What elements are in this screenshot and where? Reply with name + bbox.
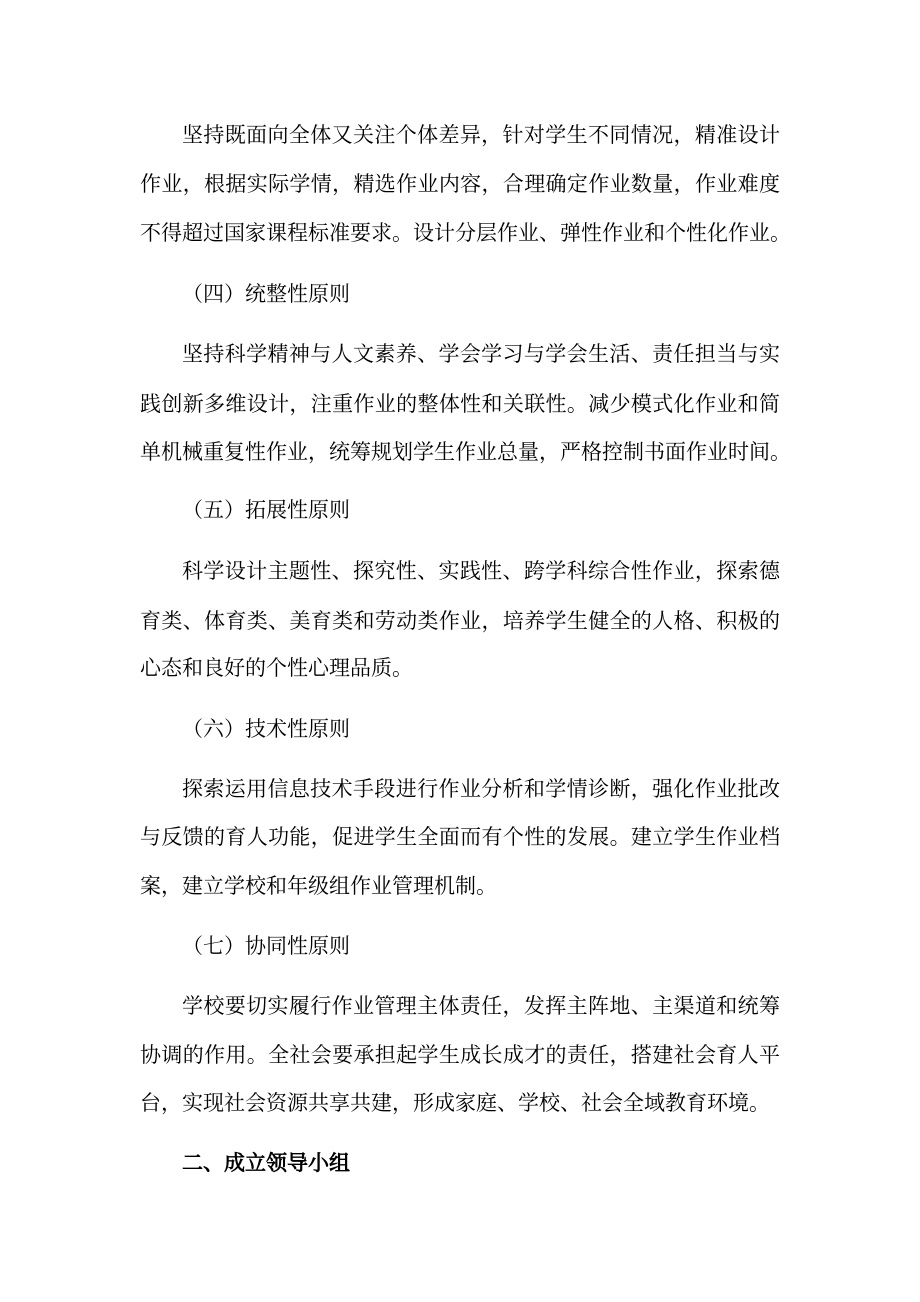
- paragraph-line: 协调的作用。全社会要承担起学生成长成才的责任，搭建社会育人平: [140, 1043, 780, 1067]
- subsection-heading-4: （四）统整性原则: [182, 282, 350, 306]
- paragraph-line: 坚持既面向全体又关注个体差异，针对学生不同情况，精准设计: [182, 123, 780, 147]
- paragraph-line: 践创新多维设计，注重作业的整体性和关联性。减少模式化作业和简: [140, 392, 780, 416]
- paragraph-line: 探索运用信息技术手段进行作业分析和学情诊断，强化作业批改: [182, 777, 780, 801]
- paragraph-line: 单机械重复性作业，统筹规划学生作业总量，严格控制书面作业时间。: [140, 440, 791, 464]
- paragraph-line: 科学设计主题性、探究性、实践性、跨学科综合性作业，探索德: [182, 559, 780, 583]
- paragraph-line: 作业，根据实际学情，精选作业内容，合理确定作业数量，作业难度: [140, 172, 780, 196]
- subsection-heading-6: （六）技术性原则: [182, 717, 350, 741]
- subsection-heading-5: （五）拓展性原则: [182, 498, 350, 522]
- paragraph-line: 不得超过国家课程标准要求。设计分层作业、弹性作业和个性化作业。: [140, 221, 791, 245]
- paragraph-line: 学校要切实履行作业管理主体责任，发挥主阵地、主渠道和统筹: [182, 994, 780, 1018]
- paragraph-line: 心态和良好的个性心理品质。: [140, 656, 413, 680]
- paragraph-line: 育类、体育类、美育类和劳动类作业，培养学生健全的人格、积极的: [140, 609, 780, 633]
- paragraph-line: 与反馈的育人功能，促进学生全面而有个性的发展。建立学生作业档: [140, 825, 780, 849]
- section-heading-2: 二、成立领导小组: [182, 1151, 350, 1175]
- paragraph-line: 坚持科学精神与人文素养、学会学习与学会生活、责任担当与实: [182, 342, 780, 366]
- subsection-heading-7: （七）协同性原则: [182, 934, 350, 958]
- paragraph-line: 案，建立学校和年级组作业管理机制。: [140, 874, 497, 898]
- paragraph-line: 台，实现社会资源共享共建，形成家庭、学校、社会全域教育环境。: [140, 1091, 770, 1115]
